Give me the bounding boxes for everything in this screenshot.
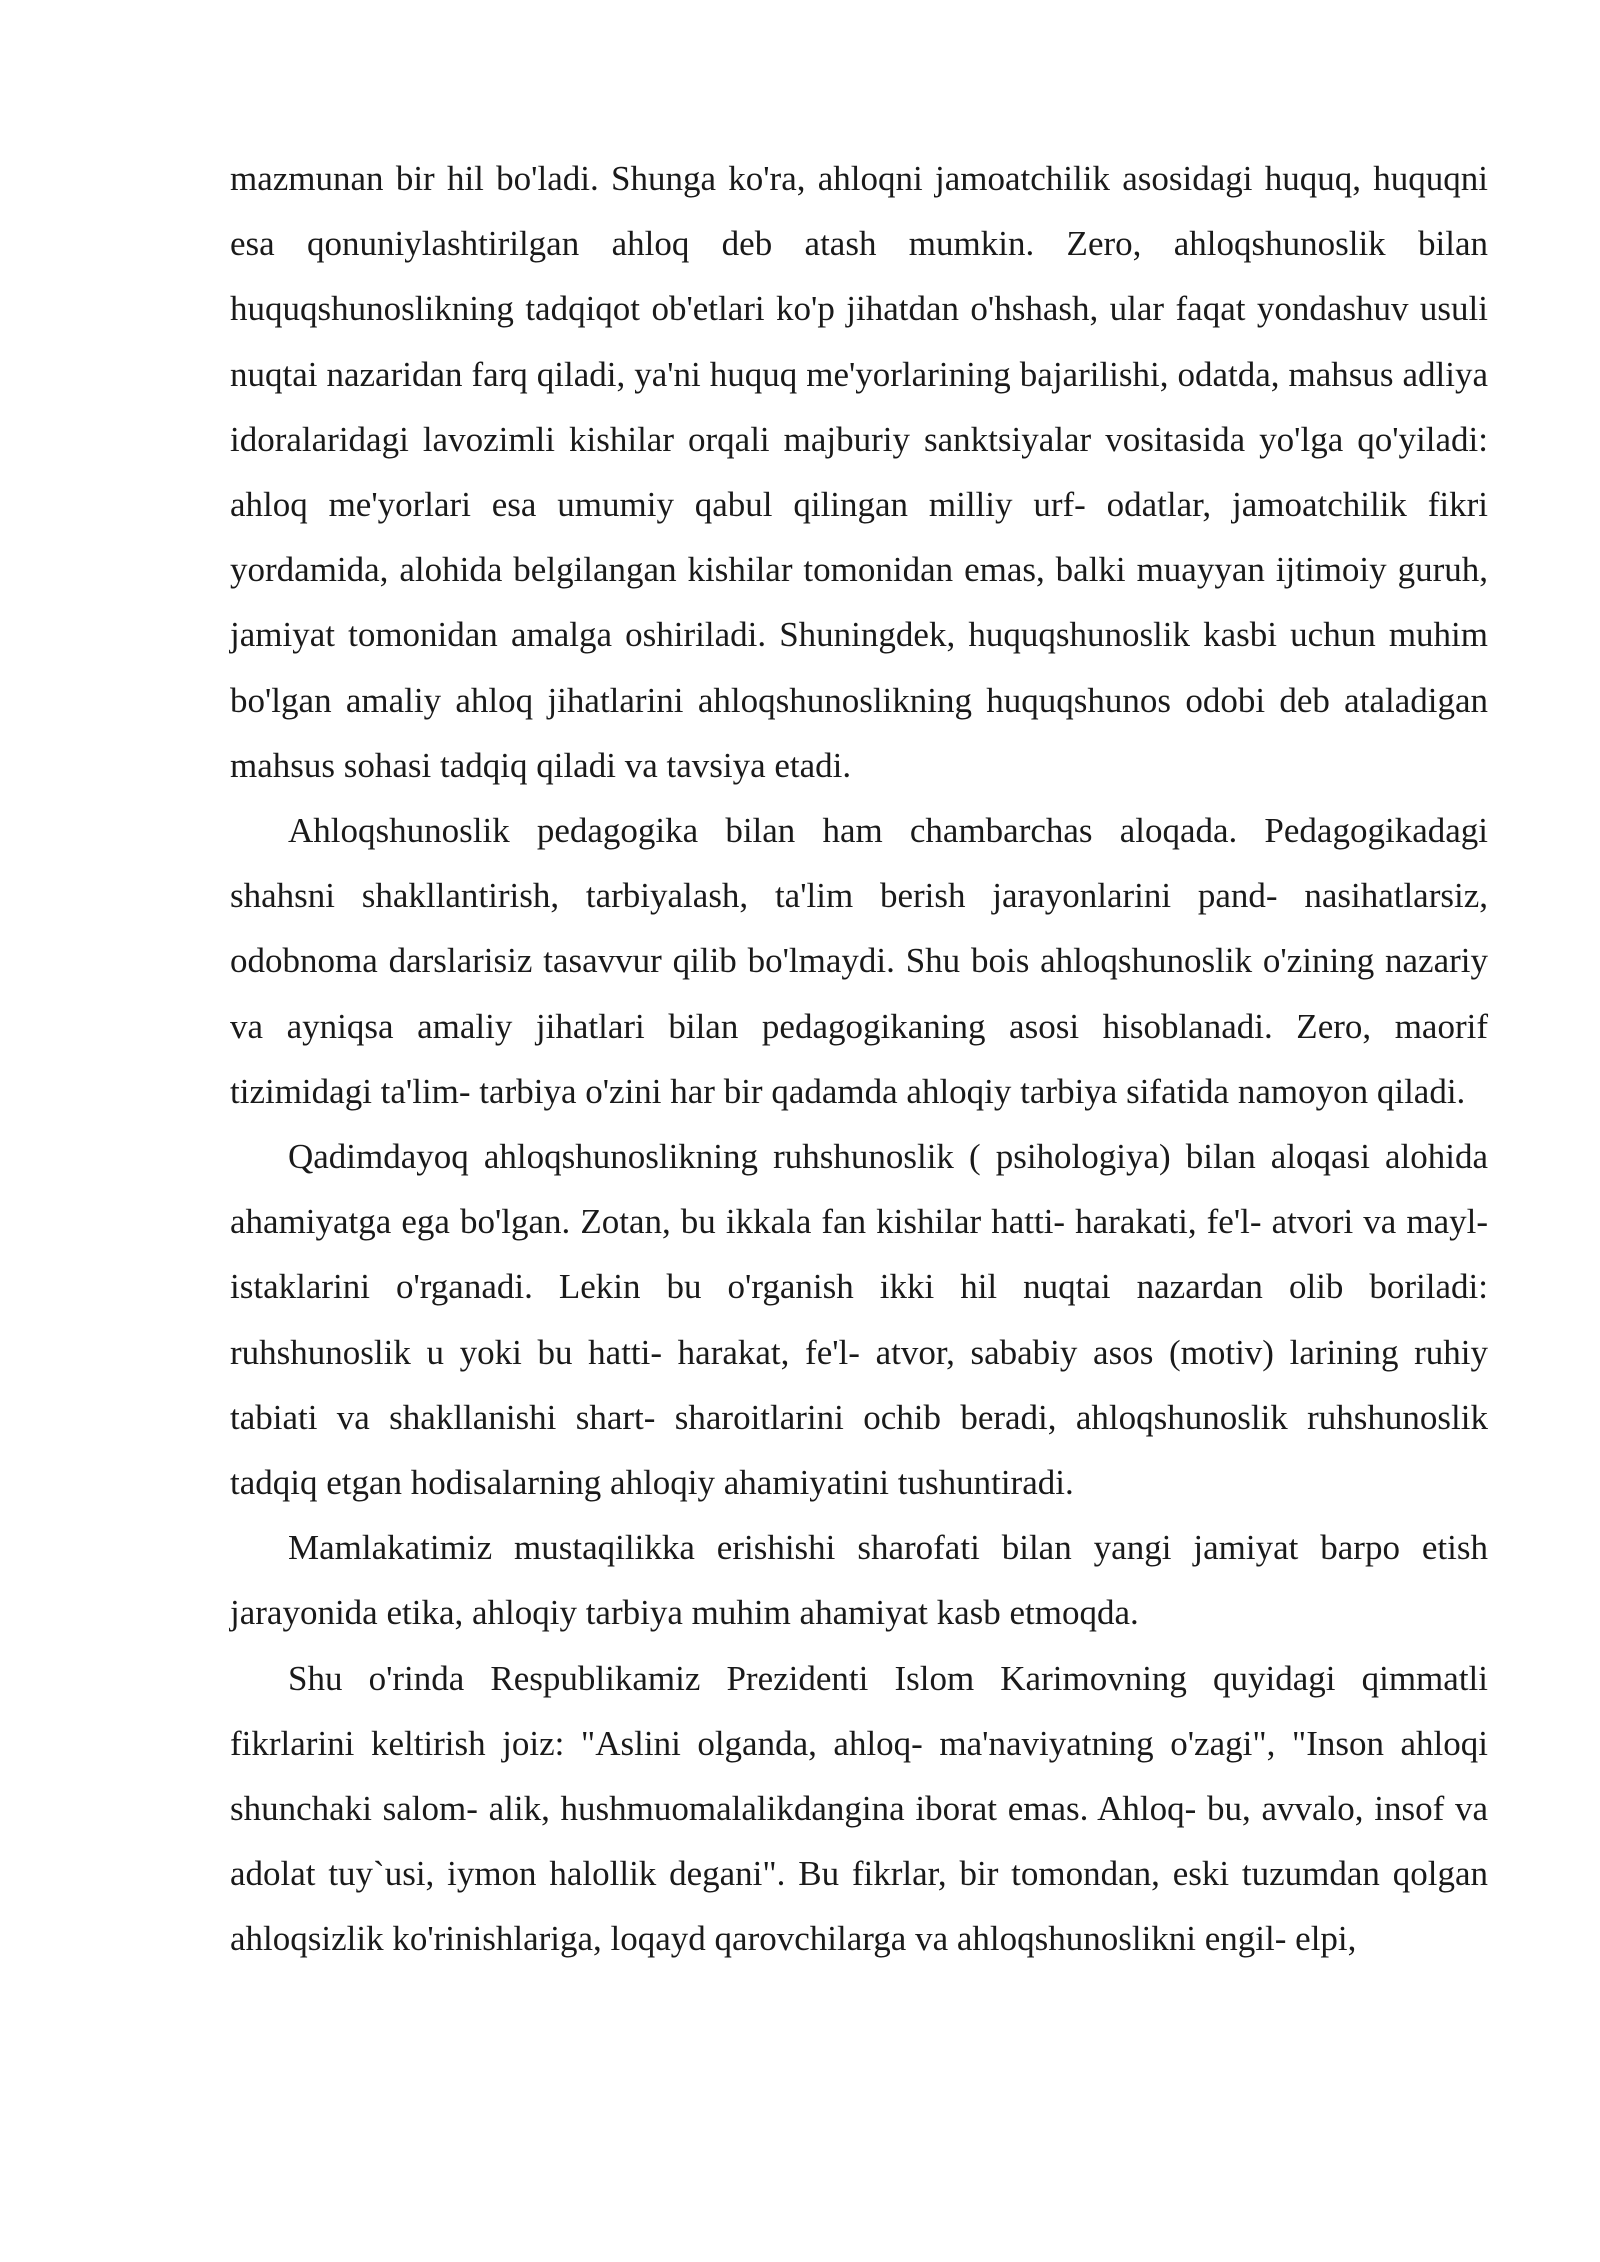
paragraph-president-quote: Shu o'rinda Respublikamiz Prezidenti Islom Karimovning quyidagi qimmatli fikrlarini keltirish joiz: "Aslini olganda, ahloq- ma'naviyatning o'zagi", "Inson ahloqi shunchaki salom- alik, hushmuomalalikdangina iborat emas. Ahloq- bu, avvalo, insof va adolat tuy`usi, iymon halollik degani". Bu fikrlar, bir tomondan, eski tuzumdan qolgan ahloqsizlik ko'rinishlariga, loqayd qarovchilarga va ahloqshunoslikni engil- elpi, — [230, 1658, 1488, 1959]
paragraph-independence: Mamlakatimiz mustaqilikka erishishi sharofati bilan yangi jamiyat barpo etish jarayonida etika, ahloqiy tarbiya muhim ahamiyat kasb etmoqda. — [230, 1528, 1488, 1633]
document-body — [230, 146, 1488, 1972]
paragraph-continuation: mazmunan bir hil bo'ladi. Shunga ko'ra, ahloqni jamoatchilik asosidagi huquq, huquqni esa qonuniylashtirilgan ahloq deb atash mumkin. Zero, ahloqshunoslik bilan huquqshunoslikning tadqiqot ob'etlari ko'p jihatdan o'hshash, ular faqat yondashuv usuli nuqtai nazaridan farq qiladi, ya'ni huquq me'yorlarining bajarilishi, odatda, mahsus adliya idoralaridagi lavozimli kishilar orqali majburiy sanktsiyalar vositasida yo'lga qo'yiladi: ahloq me'yorlari esa umumiy qabul qilingan milliy urf- odatlar, jamoatchilik fikri yordamida, alohida belgilangan kishilar tomonidan emas, balki muayyan ijtimoiy guruh, jamiyat tomonidan amalga oshiriladi. Shuningdek, huquqshunoslik kasbi uchun muhim bo'lgan amaliy ahloq jihatlarini ahloqshunoslikning huquqshunos odobi deb ataladigan mahsus sohasi tadqiq qiladi va tavsiya etadi. — [230, 159, 1488, 785]
paragraph-psychology: Qadimdayoq ahloqshunoslikning ruhshunoslik ( psihologiya) bilan aloqasi alohida ahamiyatga ega bo'lgan. Zotan, bu ikkala fan kishilar hatti- harakati, fe'l- atvori va mayl- istaklarini o'rganadi. Lekin bu o'rganish ikki hil nuqtai nazardan olib boriladi: ruhshunoslik u yoki bu hatti- harakat, fe'l- atvor, sababiy asos (motiv) larining ruhiy tabiati va shakllanishi shart- sharoitlarini ochib beradi, ahloqshunoslik ruhshunoslik tadqiq etgan hodisalarning ahloqiy ahamiyatini tushuntiradi. — [230, 1137, 1488, 1503]
paragraph-pedagogy: Ahloqshunoslik pedagogika bilan ham chambarchas aloqada. Pedagogikadagi shahsni shakllantirish, tarbiyalash, ta'lim berish jarayonlarini pand- nasihatlarsiz, odobnoma darslarisiz tasavvur qilib bo'lmaydi. Shu bois ahloqshunoslik o'zining nazariy va ayniqsa amaliy jihatlari bilan pedagogikaning asosi hisoblanadi. Zero, maorif tizimidagi ta'lim- tarbiya o'zini har bir qadamda ahloqiy tarbiya sifatida namoyon qiladi. — [230, 811, 1488, 1111]
